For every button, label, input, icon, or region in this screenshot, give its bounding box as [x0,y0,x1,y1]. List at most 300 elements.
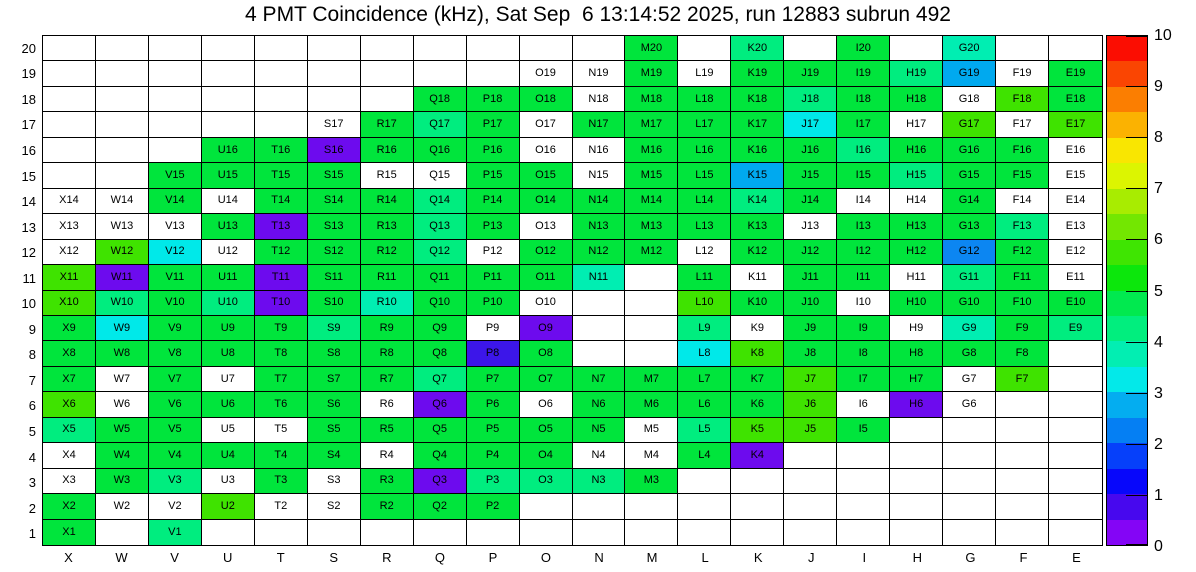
heatmap-cell [43,36,96,61]
heatmap-cell [784,494,837,519]
chart-title: 4 PMT Coincidence (kHz), Sat Sep 6 13:14:52 2025, run 12883 subrun 492 [245,3,951,26]
heatmap-cell: M20 [625,36,678,61]
heatmap-cell: G10 [943,291,996,316]
heatmap-cell [255,112,308,137]
heatmap-cell: X9 [43,316,96,341]
heatmap-cell: Q6 [414,392,467,417]
heatmap-cell: W7 [96,367,149,392]
heatmap-cell: U5 [202,418,255,443]
heatmap-cell: R5 [361,418,414,443]
heatmap-cell: X11 [43,265,96,290]
heatmap-cell: T14 [255,189,308,214]
heatmap-cell: S14 [308,189,361,214]
heatmap-cell [520,36,573,61]
heatmap-cell [1049,392,1102,417]
heatmap-cell: I5 [837,418,890,443]
colorbar-tick-label: 0 [1154,538,1163,555]
heatmap-cell [414,520,467,545]
heatmap-cell: S3 [308,469,361,494]
heatmap-cell: Q5 [414,418,467,443]
colorbar-band [1107,138,1147,163]
heatmap-cell: I19 [837,61,890,86]
heatmap-cell: V6 [149,392,202,417]
heatmap-cell [943,443,996,468]
colorbar-tick-label: 3 [1154,384,1163,402]
heatmap-cell: N13 [573,214,626,239]
colorbar-band [1107,469,1147,494]
heatmap-cell: M7 [625,367,678,392]
heatmap-cell [1049,367,1102,392]
heatmap-cell: H10 [890,291,943,316]
heatmap-cell: O5 [520,418,573,443]
heatmap-cell: U2 [202,494,255,519]
heatmap-cell: J17 [784,112,837,137]
heatmap-cell: O15 [520,163,573,188]
heatmap-cell: U9 [202,316,255,341]
heatmap-cell [1049,341,1102,366]
heatmap-cell [573,316,626,341]
heatmap-cell: J14 [784,189,837,214]
heatmap-cell: U13 [202,214,255,239]
heatmap-cell [202,87,255,112]
heatmap-cell [361,61,414,86]
heatmap-cell: V9 [149,316,202,341]
heatmap-cell: G6 [943,392,996,417]
heatmap-cell: K12 [731,240,784,265]
heatmap-cell: F11 [996,265,1049,290]
heatmap-cell: G11 [943,265,996,290]
heatmap-cell [996,520,1049,545]
heatmap-cell: R3 [361,469,414,494]
heatmap-cell: U14 [202,189,255,214]
colorbar-band [1107,418,1147,443]
heatmap-cell [837,520,890,545]
colorbar-tick [1126,393,1147,394]
heatmap-cell [890,469,943,494]
heatmap-cell: L16 [678,138,731,163]
heatmap-cell: X14 [43,189,96,214]
x-axis-label: L [701,550,709,565]
heatmap-cell: H8 [890,341,943,366]
heatmap-cell: N11 [573,265,626,290]
heatmap-cell: L19 [678,61,731,86]
heatmap-cell: H9 [890,316,943,341]
heatmap-cell: V4 [149,443,202,468]
heatmap-cell: U11 [202,265,255,290]
heatmap-cell [996,418,1049,443]
heatmap-cell: K11 [731,265,784,290]
colorbar-band [1107,443,1147,468]
heatmap-cell [837,443,890,468]
heatmap-cell: W13 [96,214,149,239]
heatmap-cell [43,61,96,86]
heatmap-cell: G9 [943,316,996,341]
heatmap-cell: F18 [996,87,1049,112]
heatmap-cell: P8 [467,341,520,366]
heatmap-cell [943,469,996,494]
heatmap-cell [414,61,467,86]
heatmap-cell: W11 [96,265,149,290]
heatmap-cell [149,138,202,163]
heatmap-cell [625,494,678,519]
colorbar-tick-label: 1 [1154,486,1163,504]
heatmap-cell: P13 [467,214,520,239]
colorbar-band [1107,36,1147,61]
heatmap-cell [96,87,149,112]
heatmap-cell [625,520,678,545]
heatmap-cell [96,138,149,163]
heatmap-cell [573,494,626,519]
colorbar-band [1107,87,1147,112]
heatmap-cell: X5 [43,418,96,443]
heatmap-cell [996,443,1049,468]
heatmap-cell [149,112,202,137]
heatmap-cell [96,163,149,188]
heatmap-cell: V13 [149,214,202,239]
heatmap-cell: S11 [308,265,361,290]
heatmap-cell: T8 [255,341,308,366]
heatmap-cell [255,36,308,61]
heatmap-cell: P6 [467,392,520,417]
heatmap-cell: M13 [625,214,678,239]
colorbar-tick-label: 4 [1154,333,1163,351]
heatmap-cell: I20 [837,36,890,61]
heatmap-cell: O10 [520,291,573,316]
heatmap-cell [625,316,678,341]
heatmap-cell: P3 [467,469,520,494]
heatmap-cell: T9 [255,316,308,341]
heatmap-cell: N5 [573,418,626,443]
heatmap-cell: J19 [784,61,837,86]
heatmap-cell [1049,443,1102,468]
heatmap-cell: G19 [943,61,996,86]
heatmap-cell: P7 [467,367,520,392]
heatmap-cell: K5 [731,418,784,443]
y-axis-label: 4 [28,449,36,465]
heatmap-cell: R11 [361,265,414,290]
heatmap-cell: M14 [625,189,678,214]
heatmap-cell [202,520,255,545]
heatmap-cell [996,392,1049,417]
heatmap-cell: I7 [837,367,890,392]
heatmap-cell: R2 [361,494,414,519]
heatmap-cell [890,36,943,61]
heatmap-cell: N12 [573,240,626,265]
heatmap-cell: P17 [467,112,520,137]
heatmap-cell: Q11 [414,265,467,290]
heatmap-cell: Q16 [414,138,467,163]
x-axis-label: E [1072,550,1081,565]
colorbar-band [1107,214,1147,239]
heatmap-cell: H15 [890,163,943,188]
colorbar-tick [1126,444,1147,445]
heatmap-cell: R16 [361,138,414,163]
y-axis-label: 2 [28,500,36,516]
heatmap-cell: X7 [43,367,96,392]
heatmap-cell: T2 [255,494,308,519]
heatmap-cell: L5 [678,418,731,443]
heatmap-cell: L14 [678,189,731,214]
heatmap-cell: K6 [731,392,784,417]
colorbar-band [1107,112,1147,137]
heatmap-cell: I17 [837,112,890,137]
heatmap-cell: V15 [149,163,202,188]
heatmap-cell [255,520,308,545]
heatmap-cell: U10 [202,291,255,316]
heatmap-cell: Q15 [414,163,467,188]
heatmap-cell: K13 [731,214,784,239]
heatmap-cell: F15 [996,163,1049,188]
heatmap-cell: H12 [890,240,943,265]
heatmap-cell [308,61,361,86]
heatmap-cell: T16 [255,138,308,163]
x-axis-label: T [276,550,285,565]
heatmap-cell [255,61,308,86]
x-axis-label: F [1019,550,1028,565]
heatmap-cell: X3 [43,469,96,494]
heatmap-cell: N6 [573,392,626,417]
heatmap-cell: J5 [784,418,837,443]
colorbar-tick [1126,36,1147,37]
heatmap-cell [308,87,361,112]
heatmap-cell: J10 [784,291,837,316]
heatmap-cell: F19 [996,61,1049,86]
heatmap-cell [890,443,943,468]
heatmap-cell: K9 [731,316,784,341]
heatmap-cell: S10 [308,291,361,316]
heatmap-cell: U12 [202,240,255,265]
heatmap-cell: V7 [149,367,202,392]
heatmap-cell: S16 [308,138,361,163]
colorbar-tick [1126,137,1147,138]
heatmap-cell [1049,520,1102,545]
x-axis-label: O [540,550,552,565]
heatmap-cell: L17 [678,112,731,137]
heatmap-cell: Q12 [414,240,467,265]
colorbar-tick [1126,239,1147,240]
heatmap-cell: R14 [361,189,414,214]
heatmap-cell [43,87,96,112]
heatmap-cell: K18 [731,87,784,112]
heatmap-cell [202,36,255,61]
heatmap-cell: V14 [149,189,202,214]
colorbar-band [1107,163,1147,188]
heatmap-cell: J9 [784,316,837,341]
heatmap-cell: S7 [308,367,361,392]
heatmap-cell: F17 [996,112,1049,137]
heatmap-cell: J16 [784,138,837,163]
heatmap-cell [890,418,943,443]
heatmap-cell [361,520,414,545]
colorbar-tick [1126,495,1147,496]
heatmap-cell [996,36,1049,61]
heatmap-cell [678,494,731,519]
heatmap-cell: I15 [837,163,890,188]
heatmap-cell: K8 [731,341,784,366]
heatmap-cell: L6 [678,392,731,417]
colorbar-tick-label: 2 [1154,435,1163,453]
heatmap-cell: J11 [784,265,837,290]
heatmap-cell: Q10 [414,291,467,316]
x-axis-label: I [862,550,867,565]
heatmap-cell [731,494,784,519]
heatmap-cell: N3 [573,469,626,494]
heatmap-cell: S8 [308,341,361,366]
heatmap-cell: X4 [43,443,96,468]
heatmap-cell: Q13 [414,214,467,239]
heatmap-cell: Q14 [414,189,467,214]
heatmap-cell: M6 [625,392,678,417]
heatmap-cell: Q2 [414,494,467,519]
colorbar-tick [1126,342,1147,343]
heatmap-cell: Q4 [414,443,467,468]
heatmap-cell [837,494,890,519]
heatmap-cell: P16 [467,138,520,163]
heatmap-cell: M12 [625,240,678,265]
heatmap-cell: K20 [731,36,784,61]
heatmap-cell: W14 [96,189,149,214]
heatmap-cell: V12 [149,240,202,265]
colorbar-tick-label: 6 [1154,231,1163,249]
heatmap-cell: W4 [96,443,149,468]
heatmap-cell [1049,418,1102,443]
heatmap-cell: R7 [361,367,414,392]
colorbar-band [1107,392,1147,417]
heatmap-cell [1049,36,1102,61]
heatmap-cell: T10 [255,291,308,316]
heatmap-cell [784,469,837,494]
heatmap-cell: K14 [731,189,784,214]
heatmap-cell: X2 [43,494,96,519]
heatmap-cell [784,36,837,61]
heatmap-cell [202,112,255,137]
heatmap-cell: G7 [943,367,996,392]
heatmap-cell: L7 [678,367,731,392]
heatmap-cell: O16 [520,138,573,163]
heatmap-cell: K19 [731,61,784,86]
heatmap-cell: Q17 [414,112,467,137]
heatmap-cell: T4 [255,443,308,468]
heatmap-cell: U8 [202,341,255,366]
colorbar-tick [1126,291,1147,292]
y-axis-label: 11 [22,270,36,286]
heatmap-cell [96,36,149,61]
heatmap-cell: G8 [943,341,996,366]
heatmap-cell [361,87,414,112]
x-axis-label: M [646,550,658,565]
heatmap-cell: J7 [784,367,837,392]
heatmap-cell: H17 [890,112,943,137]
heatmap-cell: N14 [573,189,626,214]
heatmap-cell [678,469,731,494]
heatmap-cell [520,494,573,519]
heatmap-cell: G20 [943,36,996,61]
heatmap-cell [625,291,678,316]
heatmap-cell: R6 [361,392,414,417]
heatmap-cell: V2 [149,494,202,519]
heatmap-cell: R12 [361,240,414,265]
heatmap-cell: K15 [731,163,784,188]
heatmap-cell: P9 [467,316,520,341]
heatmap-cell: U7 [202,367,255,392]
heatmap-cell: P2 [467,494,520,519]
heatmap-cell [943,520,996,545]
heatmap-cell: L10 [678,291,731,316]
colorbar-band [1107,341,1147,366]
heatmap-cell [943,494,996,519]
heatmap-cell: F13 [996,214,1049,239]
heatmap-cell: O17 [520,112,573,137]
heatmap-cell: H13 [890,214,943,239]
y-axis-label: 8 [28,347,36,363]
heatmap-cell: T3 [255,469,308,494]
heatmap-cell [731,469,784,494]
heatmap-cell: H14 [890,189,943,214]
heatmap-cell: F7 [996,367,1049,392]
heatmap-cell: L11 [678,265,731,290]
heatmap-cell: I9 [837,316,890,341]
heatmap-cell: O3 [520,469,573,494]
heatmap-cell [837,469,890,494]
colorbar-band [1107,61,1147,86]
y-axis-label: 12 [21,245,36,261]
y-axis-label: 3 [28,475,36,491]
heatmap-cell: Q3 [414,469,467,494]
heatmap-cell: F10 [996,291,1049,316]
heatmap-cell: I8 [837,341,890,366]
heatmap-cell: G15 [943,163,996,188]
colorbar-band [1107,189,1147,214]
y-axis-label: 19 [21,66,36,82]
heatmap-cell [573,520,626,545]
heatmap-cell [43,163,96,188]
heatmap-cell: M3 [625,469,678,494]
heatmap-cell [1049,469,1102,494]
heatmap-cell: P5 [467,418,520,443]
heatmap-cell: V1 [149,520,202,545]
heatmap-cell: G16 [943,138,996,163]
heatmap-cell: F12 [996,240,1049,265]
heatmap-cell: S6 [308,392,361,417]
heatmap-cell: K17 [731,112,784,137]
heatmap-cell: Q9 [414,316,467,341]
y-axis-label: 16 [21,142,36,158]
heatmap-cell: U3 [202,469,255,494]
y-axis-label: 17 [21,117,36,133]
heatmap-cell: W9 [96,316,149,341]
heatmap-cell: R8 [361,341,414,366]
heatmap-cell [308,520,361,545]
heatmap-cell [573,291,626,316]
heatmap-cell: G14 [943,189,996,214]
x-axis-label: N [594,550,604,565]
colorbar-tick-label: 7 [1154,180,1163,198]
heatmap-cell: G17 [943,112,996,137]
heatmap-cell: O8 [520,341,573,366]
colorbar-band [1107,240,1147,265]
heatmap-cell: L13 [678,214,731,239]
heatmap-cell: P11 [467,265,520,290]
heatmap-cell: P15 [467,163,520,188]
colorbar-tick-label: 10 [1154,27,1172,44]
heatmap-cell: F9 [996,316,1049,341]
heatmap-cell: F8 [996,341,1049,366]
heatmap-cell [149,36,202,61]
heatmap-cell: O18 [520,87,573,112]
colorbar-tick [1126,188,1147,189]
heatmap-cell: E12 [1049,240,1102,265]
heatmap-cell [467,520,520,545]
